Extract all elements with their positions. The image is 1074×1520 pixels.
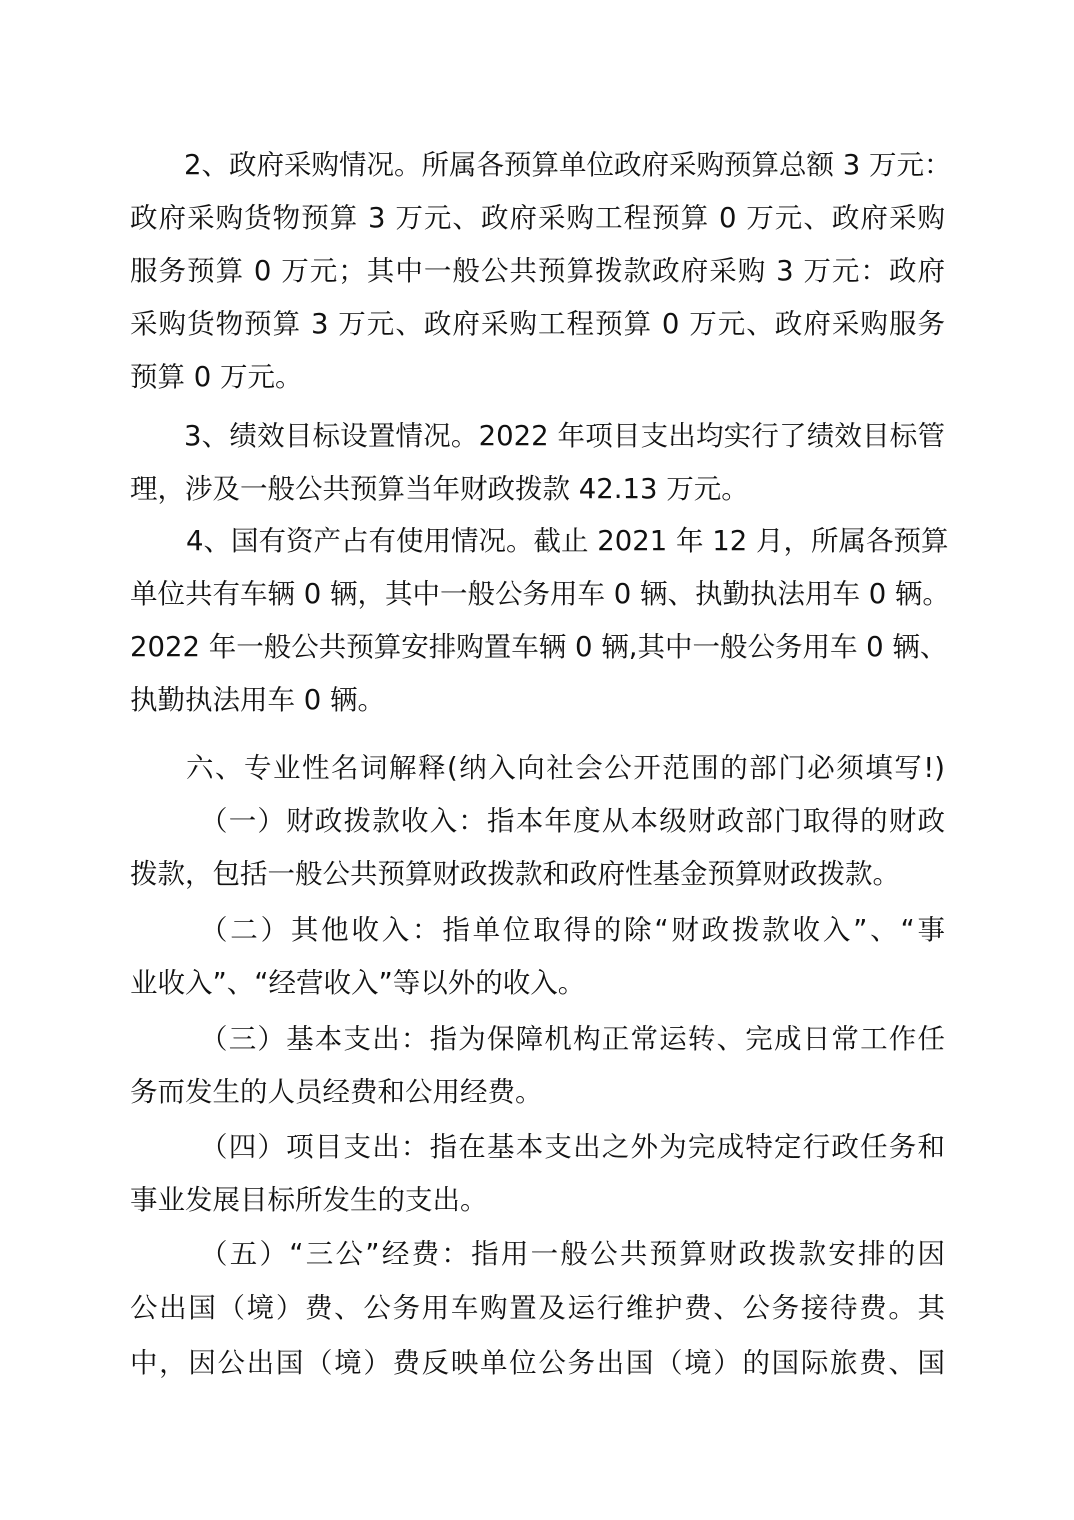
section-heading: 六、专业性名词解释(纳入向社会公开范围的部门必须填写!) <box>186 752 945 784</box>
text-line: 执勤执法用车 0 辆。 <box>130 684 385 716</box>
text-line: 4、国有资产占有使用情况。截止 2021 年 12 月，所属各预算 <box>186 525 949 557</box>
text-line: 公出国（境）费、公务用车购置及运行维护费、公务接待费。其 <box>130 1292 945 1324</box>
text-line: 理，涉及一般公共预算当年财政拨款 42.13 万元。 <box>130 473 749 505</box>
text-line: 事业发展目标所发生的支出。 <box>130 1184 488 1216</box>
text-line: 2、政府采购情况。所属各预算单位政府采购预算总额 3 万元： <box>184 149 952 181</box>
text-line: （五）“三公”经费：指用一般公共预算财政拨款安排的因 <box>200 1238 945 1270</box>
text-line: 采购货物预算 3 万元、政府采购工程预算 0 万元、政府采购服务 <box>130 308 945 340</box>
text-line: 单位共有车辆 0 辆，其中一般公务用车 0 辆、执勤执法用车 0 辆。 <box>130 578 950 610</box>
text-line: 服务预算 0 万元；其中一般公共预算拨款政府采购 3 万元：政府 <box>130 255 945 287</box>
text-line: 拨款，包括一般公共预算财政拨款和政府性基金预算财政拨款。 <box>130 858 900 890</box>
text-line: 3、绩效目标设置情况。2022 年项目支出均实行了绩效目标管 <box>184 420 945 452</box>
text-line: （三）基本支出：指为保障机构正常运转、完成日常工作任 <box>200 1023 945 1055</box>
text-line: 中，因公出国（境）费反映单位公务出国（境）的国际旅费、国 <box>130 1347 945 1379</box>
text-line: 政府采购货物预算 3 万元、政府采购工程预算 0 万元、政府采购 <box>130 202 945 234</box>
text-line: 2022 年一般公共预算安排购置车辆 0 辆,其中一般公务用车 0 辆、 <box>130 631 948 663</box>
text-line: 务而发生的人员经费和公用经费。 <box>130 1076 543 1108</box>
text-line: 预算 0 万元。 <box>130 361 303 393</box>
text-line: （二）其他收入：指单位取得的除“财政拨款收入”、“事 <box>200 914 945 946</box>
text-line: 业收入”、“经营收入”等以外的收入。 <box>130 967 586 999</box>
text-line: （一）财政拨款收入：指本年度从本级财政部门取得的财政 <box>200 805 945 837</box>
text-line: （四）项目支出：指在基本支出之外为完成特定行政任务和 <box>200 1131 945 1163</box>
